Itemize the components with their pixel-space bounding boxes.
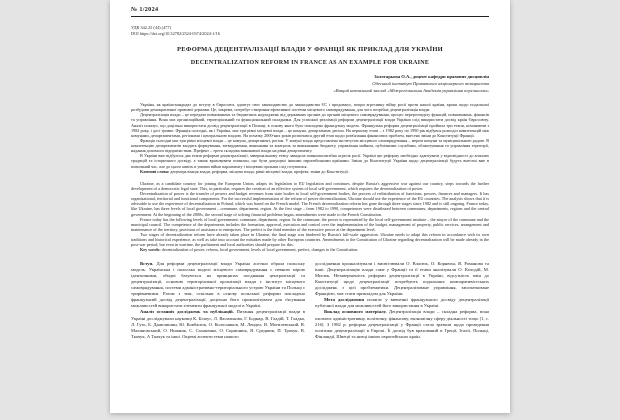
keywords-ua-text: децентралізація влади, реформа, місцева влада, рівні місцевої влади, префект, зміни до Конституції. [170,168,349,174]
keywords-ua-label: Ключові слова: [140,168,170,174]
affiliation-line-2: «Вищий навчальний заклад «Міжрегіональна Академія управління персоналом» [333,88,489,94]
keywords-en-label: Key words: [140,247,161,253]
abstract-paragraph: France today has the following levels of local government: commune, department, region. In the commune, the power is represented by the local self-government institute – the mayor of the commune and the municipal council. The competence of the departments includes the formation, approval, execution and control over the implementation of the budget, management of property, public services, arrangement and maintenance of the territory, provision of assistance to enterprises. The prefect is the third member of the executive power at the department level. [131,216,489,232]
abstract-paragraph: Ukraine, as a candidate country for joining the European Union, adapts its legislation to EU legislation and continues, despite Russia's aggressive war against our country, steps towards the further development of a democratic legal state. This, in particular, requires the creation of an effective system of local self-government, which requires the decentralization of power. [131,180,489,191]
keywords-en [131,247,489,252]
abstract-paragraph: В Україні вже відбулося два етапи реформи децентралізації, завершальному етапу завадила повномасштабна агресія росії. Україні цю реформу необхідно адаптувати у відповідності до власних традицій та історичного досвіду, а також враховувати помилки, що були допущені іншими європейськими країнами. Зміни до Конституції України щодо децентралізації будуть внесені вже в повоєнний час, але до цього навіть в умовах війни парламенту і місцевим органам слід готуватися. [131,153,489,169]
abstract-paragraph: Франція сьогодні має три рівні місцевої влади – це комуна, департамент, регіон. У комуні влада представлена інститутом місцевого самоврядування – мером комуни та муніципальною радою. В компетенцію департаментів входить формування, затвердження, виконання та контроль за виконанням бюджету, управління майном, публічними службами, облаштування та управління території, надання допомоги підприємствам. Префект – третя складова виконавчої влади на рівні департаменту. [131,137,489,154]
keywords-ua [131,169,489,174]
body-text: Для реформи децентралізації влади Україна логічно обрала польську модель. Українська і польська моделі місцевого самоврядування є певною мірою ідентичними, обидві базуються на принципах поєднання централізації та децентралізації, основою територіальної організації влади є інститут місцевого самоврядування, системи адміністративно-територіального устрою України та Польщі є трирівневими. Разом з тим, оскільки в основу польської реформи покладено французький досвід децентралізації, доцільно його проаналізувати для з'ясування можливостей використати елементи французької моделі в Україні. [131,260,305,309]
journal-issue-number: № 1/2024 [131,6,489,17]
author-name: Золотарьова О.А., доцент кафедри правових дисциплін [374,74,489,80]
body-paragraph [131,309,305,340]
keywords-en-text: decentralization of power, reform, local government, levels of local government, prefect, changes to the Constitution. [161,247,359,253]
article-meta [131,25,489,38]
body-paragraph [131,261,305,310]
abstract-paragraph: Decentralization of power is the transfer of powers and budget revenues from state bodies to local self-government bodies, the process of redistribution of functions, powers, finances and managers. It has organizational, territorial and functional components. For the successful implementation of the reform of power decentralization, Ukraine should use the experience of the EU countries. The analysis shows that it is advisable to use the experience of decentralization in Poland, which was based on the French model. The French decentralization reform has gone through three stages since 1982 and is still ongoing. France today, like Ukraine, has three levels of local government – commune, department, region. At the first stage – from 1982 to 1990, competences were distributed between communes, departments, regions and the central government. At the beginning of the 2000s, the second stage of solving financial problems began, amendments were made to the French Constitution. [131,191,489,217]
section-heading-intro: Вступ. [140,260,154,266]
section-heading-analysis: Аналіз останніх досліджень та публікацій. [140,309,234,315]
article-title-ua: РЕФОРМА ДЕЦЕНТРАЛІЗАЦІЇ ВЛАДИ У ФРАНЦІЇ ЯК ПРИКЛАД ДЛЯ УКРАЇНИ [177,46,443,54]
doi-text: DOI https://doi.org/10.32782/2524-0374/2024-1/16 [131,30,220,36]
section-heading-main-material: Виклад основного матеріалу. [324,309,387,315]
abstract-english [131,181,489,253]
body-column-left [131,261,305,340]
abstract-paragraph: Україна, як країна-кандидат до вступу в Євросоюз, адаптує своє законодавство до законодавства ЄС і продовжує, попри агресивну війну росії проти нашої країни, кроки щодо подальшої розбудови демократичної правової держави. Це, зокрема, потребує створення ефективної системи місцевого самоврядування, для чого потрібна децентралізація влади. [131,102,489,113]
article-title-en: DECENTRALIZATION REFORM IN FRANCE AS AN EXAMPLE FOR UKRAINE [190,60,430,67]
body-paragraph [315,309,489,340]
abstract-paragraph: Two stages of decentralization reform have already taken place in Ukraine, the final stage was hindered by Russia's full-scale aggression. Ukraine needs to adapt this reform in accordance with its own traditions and historical experience, as well as take into account the mistakes made by other European countries. Amendments to the Constitution of Ukraine regarding decentralization will be made already in the post-war period, but even in wartime, the parliament and local authorities should prepare for this. [131,232,489,248]
body-column-right [315,261,489,340]
article-body [131,261,489,340]
affiliation-line-1: Одеський інститут Приватного акціонерного товариства [372,81,489,87]
udc-code: УДК 342.25 (44) (477) [131,24,171,30]
abstract-ukrainian [131,102,489,174]
section-heading-goal: Мета дослідження [324,297,364,303]
body-text: Децентралізація влади – складна реформа, вона охоплює адміністративну, політичну, фінансову, економічну сферу діяльності тощо [1, с. 216]. З 1982 р. реформа децентралізації у Франції стала зразком щодо проведення політики децентралізації в Європі. Її досвід був врахований в Греції, Італії, Польщі, Фінляндії, Швеції та низці інших європейських країн. [315,309,489,339]
body-text: Питання децентралізації влади в Україні досліджували науковці К. Білоус, Л. Василькова, Г. Боднар, В. Гладій, Т. Гладка, Л. Гузь, Б. Данилишин, Ю. Ковбасюк, О. Колосников, М. Лендел, В. Мотилевський, В. Малиновський, О. Нижник, С. Саханенко, О. Скрипнюк, Я. Среднюк, П. Трачук, В. Ткачук, А Ткачук та інші. Окремі аспекти теми нашого [131,309,305,339]
abstract-paragraph: Децентралізація влади – це передача повноважень та бюджетних надходжень від державних органів до органів місцевого самоврядування, процес перерозподілу функцій, повноважень, фінансів та управління. Вона має організаційний, територіальний та функціональний складники. Для успішної реалізації реформи децентралізації влади України слід використати досвід країн Євросоюзу. Аналіз показує, що доцільно використати досвід децентралізації в Польщі, в основу якого було покладено французьку модель. Французька реформа децентралізації пройшла три етапи, починаючи з 1982 року, і досі триває. Франція сьогодні, як і Україна, має три рівні місцевої влади – це комуна, департамент, регіон. На першому етапі – з 1982 року по 1990 рік відбувся розподіл компетенцій між комунами, департаментами, регіонами і центральною владою. На початку 2000-них років розпочався другий етап щодо розв'язання фінансових проблем, внесено зміни до Конституції Франції. [131,112,489,138]
journal-page [110,0,510,413]
author-block [131,74,489,95]
body-paragraph [315,297,489,309]
body-paragraph: дослідження проаналізували і висвітлювали О. Власюк, О. Корнюха, В. Романова та інші. Децентралізацію влади саме у Франції та її етапи аналізували О. Колодій, М. Мисюк. Незавершеність реформи децентралізації в Україні, відсутність змін до Конституції щодо децентралізації потребують подальших компаративістських досліджень з цієї проблематики. Децентралізоване управління, започатковане Францією, має стати прикладом для України. [315,260,489,297]
body-text: полягає у вивченні французького досвіду децентралізації публічної влади для можливостей його використання в Україні. [315,297,489,309]
